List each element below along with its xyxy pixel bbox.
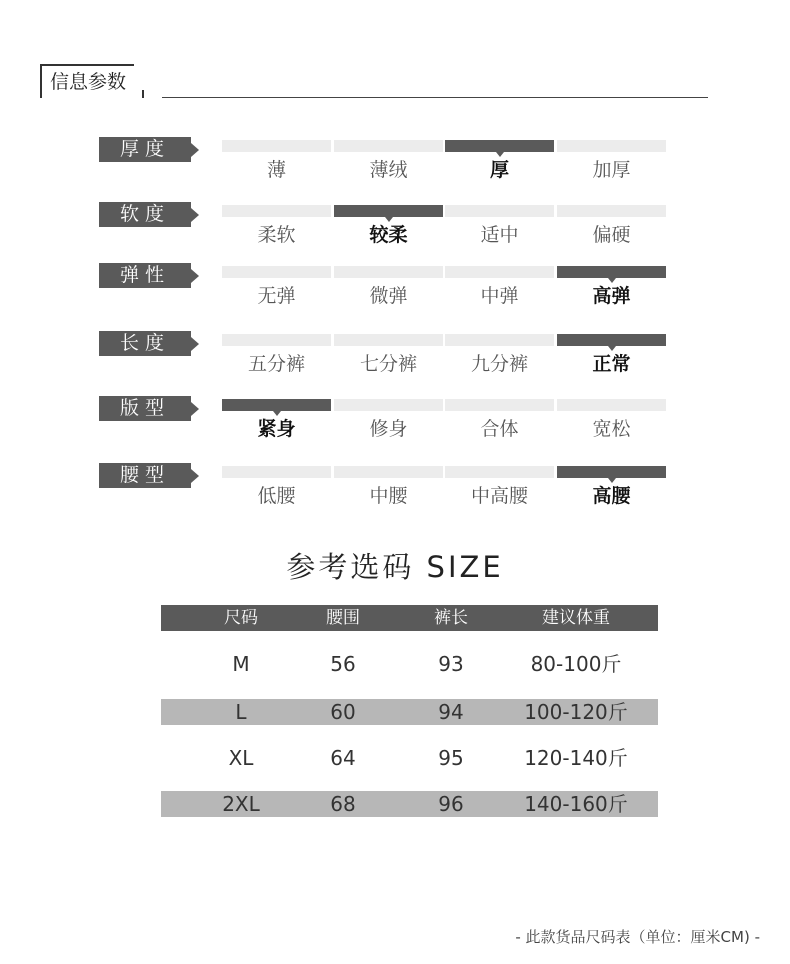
option-label: 中腰 bbox=[369, 485, 408, 507]
weight-cell: 120-140斤 bbox=[524, 746, 628, 770]
param-row-elasticity bbox=[99, 263, 669, 315]
level-bar bbox=[445, 266, 554, 278]
option-label: 高弹 bbox=[592, 285, 631, 307]
level-bar-selected bbox=[334, 205, 443, 217]
level-bar bbox=[222, 140, 331, 152]
length-cell: 94 bbox=[438, 700, 464, 724]
level-bar bbox=[222, 334, 331, 346]
level-bar bbox=[557, 399, 666, 411]
level-bar bbox=[557, 140, 666, 152]
size-table-footnote: - 此款货品尺码表（单位：厘米CM) - bbox=[515, 928, 760, 946]
option-label: 无弹 bbox=[257, 285, 296, 307]
level-bar-selected bbox=[445, 140, 554, 152]
label-arrow-icon bbox=[191, 208, 199, 222]
table-row bbox=[161, 791, 658, 817]
header-divider bbox=[162, 97, 708, 98]
level-bar bbox=[334, 266, 443, 278]
option-label: 中弹 bbox=[480, 285, 519, 307]
param-row-softness bbox=[99, 202, 669, 254]
level-bar bbox=[445, 466, 554, 478]
option-label: 微弹 bbox=[369, 285, 408, 307]
level-bar bbox=[445, 334, 554, 346]
level-bar bbox=[222, 466, 331, 478]
param-label: 长度 bbox=[99, 331, 191, 356]
option-label: 高腰 bbox=[592, 485, 631, 507]
waist-cell: 64 bbox=[330, 746, 356, 770]
length-cell: 95 bbox=[438, 746, 464, 770]
level-bar bbox=[557, 205, 666, 217]
waist-cell: 56 bbox=[330, 652, 356, 676]
level-bar bbox=[334, 466, 443, 478]
waist-cell: 68 bbox=[330, 792, 356, 816]
option-label: 厚 bbox=[489, 159, 509, 181]
weight-cell: 80-100斤 bbox=[530, 652, 622, 676]
level-bar bbox=[445, 205, 554, 217]
label-arrow-icon bbox=[191, 269, 199, 283]
param-label: 腰型 bbox=[99, 463, 191, 488]
level-bar bbox=[222, 266, 331, 278]
label-arrow-icon bbox=[191, 402, 199, 416]
table-row bbox=[161, 745, 658, 771]
param-row-fit bbox=[99, 396, 669, 448]
table-row bbox=[161, 699, 658, 725]
option-label: 较柔 bbox=[369, 224, 408, 246]
option-label: 正常 bbox=[592, 353, 631, 375]
size-cell: 2XL bbox=[222, 792, 260, 816]
option-label: 九分裤 bbox=[470, 353, 528, 375]
size-section-title: 参考选码 SIZE bbox=[286, 550, 504, 584]
length-cell: 93 bbox=[438, 652, 464, 676]
size-table-header bbox=[161, 605, 658, 631]
level-bar-selected bbox=[557, 266, 666, 278]
level-bar bbox=[334, 334, 443, 346]
info-header bbox=[40, 64, 708, 100]
option-label: 偏硬 bbox=[592, 224, 631, 246]
option-label: 合体 bbox=[480, 418, 519, 440]
weight-cell: 140-160斤 bbox=[524, 792, 628, 816]
level-bar bbox=[334, 399, 443, 411]
param-row-length bbox=[99, 331, 669, 383]
option-label: 七分裤 bbox=[359, 353, 417, 375]
size-cell: M bbox=[232, 652, 250, 676]
level-bar-selected bbox=[222, 399, 331, 411]
level-bar bbox=[222, 205, 331, 217]
param-label: 版型 bbox=[99, 396, 191, 421]
table-row bbox=[161, 651, 658, 677]
label-arrow-icon bbox=[191, 337, 199, 351]
label-arrow-icon bbox=[191, 143, 199, 157]
level-bar bbox=[334, 140, 443, 152]
option-label: 薄 bbox=[266, 159, 286, 181]
length-cell: 96 bbox=[438, 792, 464, 816]
size-cell: L bbox=[235, 700, 247, 724]
label-arrow-icon bbox=[191, 469, 199, 483]
param-label: 软度 bbox=[99, 202, 191, 227]
info-title: 信息参数 bbox=[40, 64, 134, 98]
column-header-size: 尺码 bbox=[224, 608, 258, 628]
level-bar bbox=[445, 399, 554, 411]
param-label: 厚度 bbox=[99, 137, 191, 162]
level-bar-selected bbox=[557, 334, 666, 346]
param-row-thickness bbox=[99, 137, 669, 189]
option-label: 低腰 bbox=[257, 485, 296, 507]
info-title-corner bbox=[142, 90, 144, 98]
option-label: 宽松 bbox=[592, 418, 631, 440]
option-label: 修身 bbox=[369, 418, 408, 440]
option-label: 柔软 bbox=[257, 224, 296, 246]
column-header-waist: 腰围 bbox=[326, 608, 360, 628]
column-header-weight: 建议体重 bbox=[542, 608, 610, 628]
column-header-length: 裤长 bbox=[434, 608, 468, 628]
weight-cell: 100-120斤 bbox=[524, 700, 628, 724]
size-cell: XL bbox=[228, 746, 254, 770]
param-row-waist bbox=[99, 463, 669, 515]
param-label: 弹性 bbox=[99, 263, 191, 288]
option-label: 薄绒 bbox=[369, 159, 408, 181]
option-label: 紧身 bbox=[257, 418, 296, 440]
option-label: 中高腰 bbox=[470, 485, 528, 507]
option-label: 五分裤 bbox=[247, 353, 305, 375]
option-label: 加厚 bbox=[592, 159, 631, 181]
option-label: 适中 bbox=[480, 224, 519, 246]
level-bar-selected bbox=[557, 466, 666, 478]
waist-cell: 60 bbox=[330, 700, 356, 724]
